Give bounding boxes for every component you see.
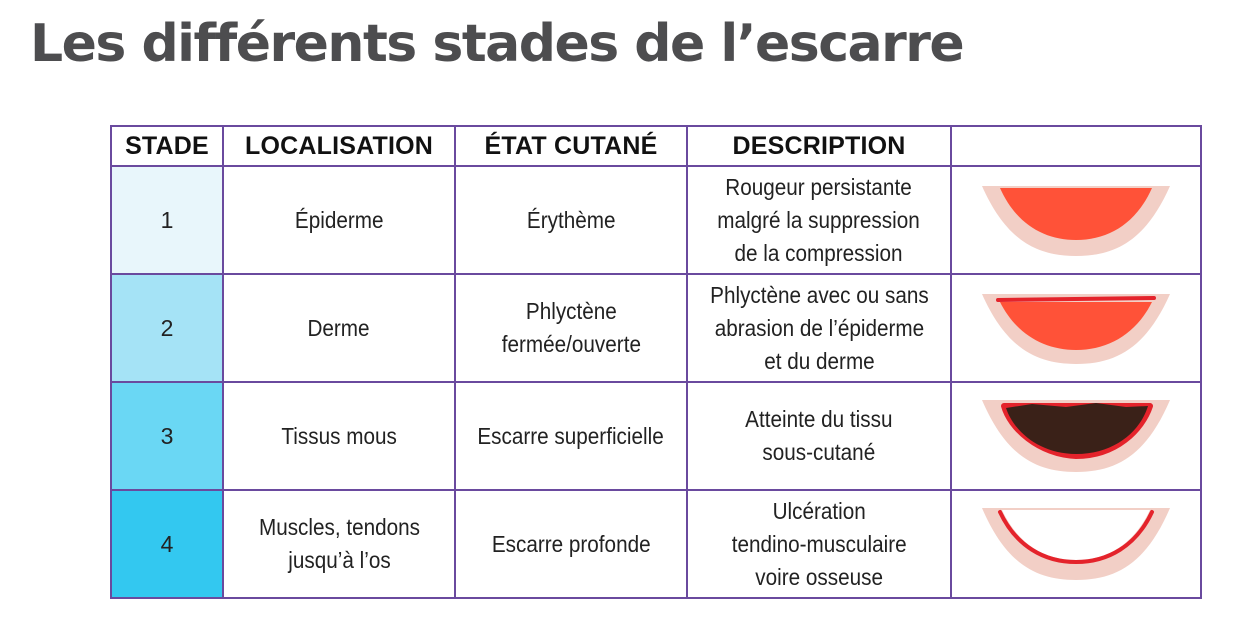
etat-cutane-cell — [455, 382, 687, 490]
localisation-cell — [223, 382, 455, 490]
description-text: Rougeur persistante malgré la suppression de la compression — [717, 173, 921, 266]
page-title: Les différents stades de l’escarre — [30, 14, 964, 74]
stade-cell — [111, 274, 223, 382]
stade-number: 2 — [160, 314, 174, 341]
stage-2-illustration-icon — [976, 290, 1176, 366]
stade-number: 4 — [160, 530, 174, 557]
stage-1-illustration-icon — [976, 182, 1176, 258]
stade-number: 3 — [160, 422, 174, 449]
header-illustration — [951, 126, 1201, 166]
etat-cutane-cell — [455, 166, 687, 274]
localisation-cell — [223, 166, 455, 274]
stade-cell — [111, 382, 223, 490]
header-description: DESCRIPTION — [687, 126, 951, 166]
stade-number: 1 — [160, 206, 174, 233]
localisation-cell — [223, 490, 455, 598]
description-cell — [687, 382, 951, 490]
etat-cutane-cell — [455, 490, 687, 598]
header-stade: STADE — [111, 126, 223, 166]
table-row-stade-1 — [111, 166, 1201, 274]
etat-cutane-cell — [455, 274, 687, 382]
description-cell — [687, 274, 951, 382]
etat-cutane-text: Escarre profonde — [491, 530, 651, 557]
stage-4-illustration-icon — [976, 506, 1176, 582]
localisation-text: Épiderme — [294, 206, 384, 233]
description-text: Phlyctène avec ou sans abrasion de l’épiderme et du derme — [709, 281, 929, 374]
table-row-stade-3 — [111, 382, 1201, 490]
stage-3-illustration-icon — [976, 398, 1176, 474]
escarre-stages-table — [110, 125, 1202, 599]
illustration-cell — [951, 274, 1201, 382]
localisation-cell — [223, 274, 455, 382]
description-cell — [687, 166, 951, 274]
localisation-text: Tissus mous — [281, 422, 397, 449]
table-header-row — [111, 126, 1201, 166]
illustration-cell — [951, 166, 1201, 274]
header-etat-cutane: ÉTAT CUTANÉ — [455, 126, 687, 166]
description-text: Atteinte du tissu sous-cutané — [745, 406, 893, 465]
illustration-cell — [951, 382, 1201, 490]
description-cell — [687, 490, 951, 598]
description-text: Ulcération tendino-musculaire voire osseuse — [731, 497, 907, 590]
stade-cell — [111, 490, 223, 598]
etat-cutane-text: Érythème — [526, 206, 616, 233]
stade-cell — [111, 166, 223, 274]
illustration-cell — [951, 490, 1201, 598]
etat-cutane-text: Phlyctène fermée/ouverte — [501, 298, 641, 357]
header-localisation: LOCALISATION — [223, 126, 455, 166]
etat-cutane-text: Escarre superficielle — [477, 422, 665, 449]
localisation-text: Derme — [307, 314, 371, 341]
table-row-stade-4 — [111, 490, 1201, 598]
table-row-stade-2 — [111, 274, 1201, 382]
localisation-text: Muscles, tendons jusqu’à l’os — [258, 514, 420, 573]
